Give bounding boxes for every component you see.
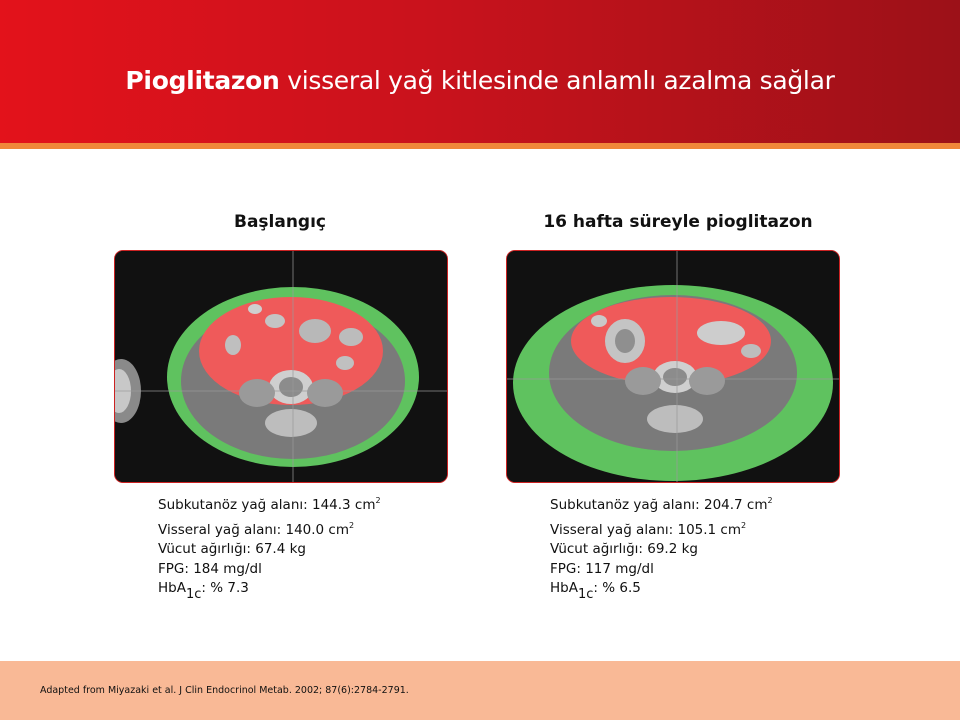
baseline-fpg: FPG: 184 mg/dl [158,560,262,577]
title-text: visseral yağ kitlesinde anlamlı azalma sağlar [279,66,835,95]
unit-squared: 2 [349,520,355,530]
slide-title [0,66,960,95]
hba-prefix: HbA [158,580,186,596]
baseline-subcutaneous-area-text: Subkutanöz yağ alanı: 144.3 cm [158,497,376,513]
unit-squared: 2 [767,496,773,505]
baseline-heading: Başlangıç [233,212,327,232]
treatment-fpg: FPG: 117 mg/dl [550,560,654,577]
citation: Adapted from Miyazaki et al. J Clin Endocrinol Metab. 2002; 87(6):2784-2791. [40,685,409,696]
treatment-heading: 16 hafta süreyle pioglitazon [543,212,813,232]
baseline-mri-scan [114,250,448,483]
hba-subscript: 1c [185,587,202,602]
title-drug-name: Pioglitazon [125,66,280,95]
baseline-visceral-area-text: Visseral yağ alanı: 140.0 cm [158,521,350,538]
baseline-body-weight: Vücut ağırlığı: 67.4 kg [158,541,306,557]
unit-squared: 2 [741,520,747,530]
treatment-visceral-area-text: Visseral yağ alanı: 105.1 cm [550,521,742,538]
treatment-mri-scan [506,250,840,483]
hba-subscript: 1c [577,587,594,602]
baseline-visceral-area [158,516,381,541]
treatment-visceral-area [550,516,773,541]
baseline-hba1c [158,579,381,605]
baseline-mri-image [115,251,447,482]
baseline-stats [158,491,381,605]
hba-prefix: HbA [550,580,578,596]
treatment-mri-image [507,251,839,482]
banner-accent-stripe [0,143,960,149]
unit-squared: 2 [375,496,381,505]
treatment-subcutaneous-area [550,491,773,516]
treatment-hba1c [550,579,773,605]
hba-value: : % 7.3 [201,580,249,596]
treatment-subcutaneous-area-text: Subkutanöz yağ alanı: 204.7 cm [550,497,768,513]
treatment-stats [550,491,773,605]
baseline-subcutaneous-area [158,491,381,516]
treatment-body-weight: Vücut ağırlığı: 69.2 kg [550,541,698,557]
hba-value: : % 6.5 [593,580,641,596]
